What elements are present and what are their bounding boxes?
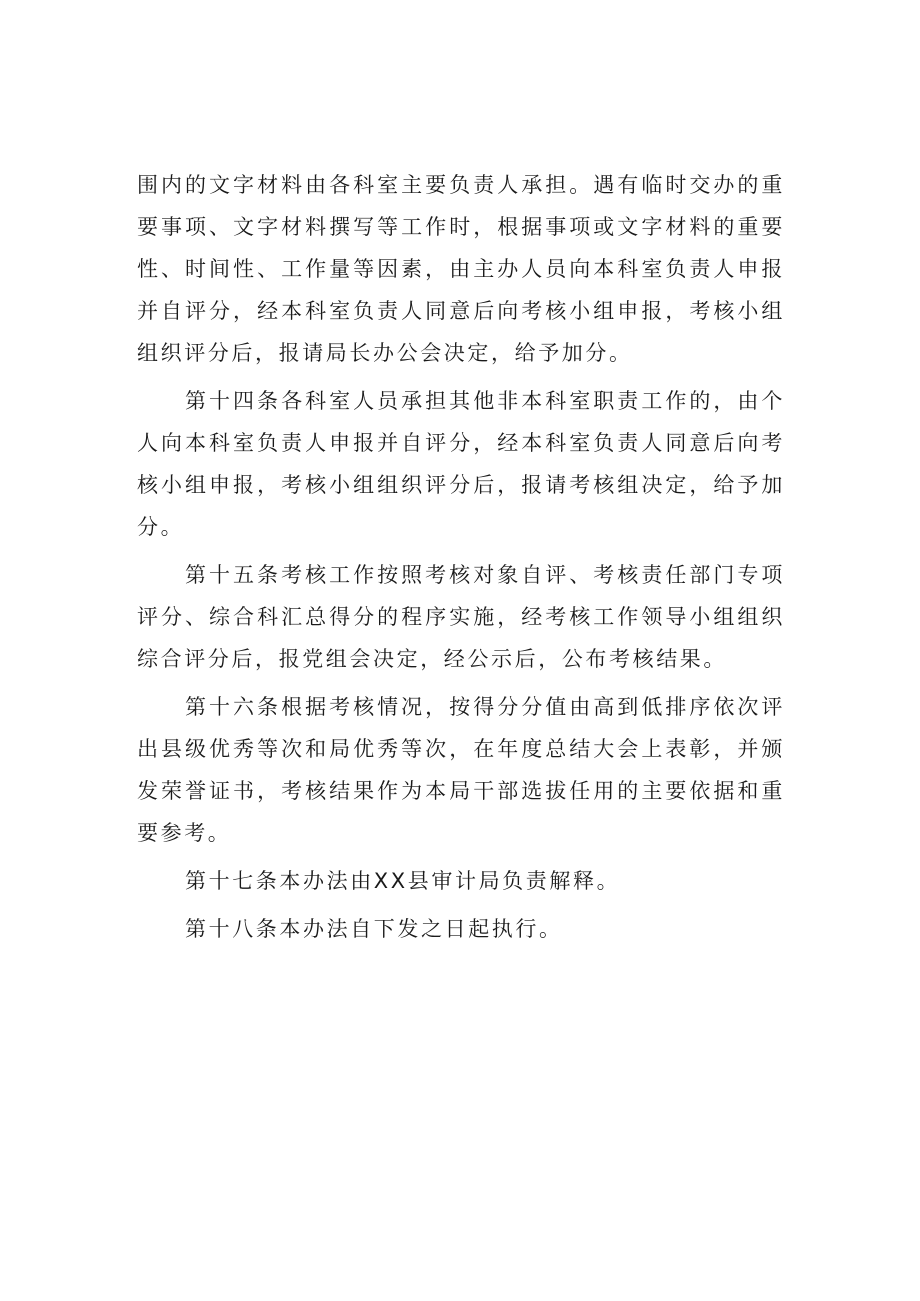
paragraph-article-18: 第十八条本办法自下发之日起执行。 [185,917,563,941]
paragraph-article-16: 第十六条根据考核情况，按得分分值由高到低排序依次评出县级优秀等次和局优秀等次，在年度总结大会上表彰，并颁发荣誉证书，考核结果作为本局干部选拔任用的主要依据和重要参考。 [137,695,785,845]
paragraph-scoring-continuation: 围内的文字材料由各科室主要负责人承担。遇有临时交办的重要事项、文字材料撰写等工作时，根据事项或文字材料的重要性、时间性、工作量等因素，由主办人员向本科室负责人申报并自评分，经本科室负责人同意后向考核小组申报，考核小组组织评分后，报请局长办公会决定，给予加分。 [137,173,785,365]
paragraph-article-14: 第十四条各科室人员承担其他非本科室职责工作的，由个人向本科室负责人申报并自评分，经本科室负责人同意后向考核小组申报，考核小组组织评分后，报请考核组决定，给予加分。 [137,389,785,539]
paragraph-article-15: 第十五条考核工作按照考核对象自评、考核责任部门专项评分、综合科汇总得分的程序实施，经考核工作领导小组组织综合评分后，报党组会决定，经公示后，公布考核结果。 [137,563,785,671]
paragraph-article-17: 第十七条本办法由XX县审计局负责解释。 [185,869,621,893]
document-body [137,164,785,956]
